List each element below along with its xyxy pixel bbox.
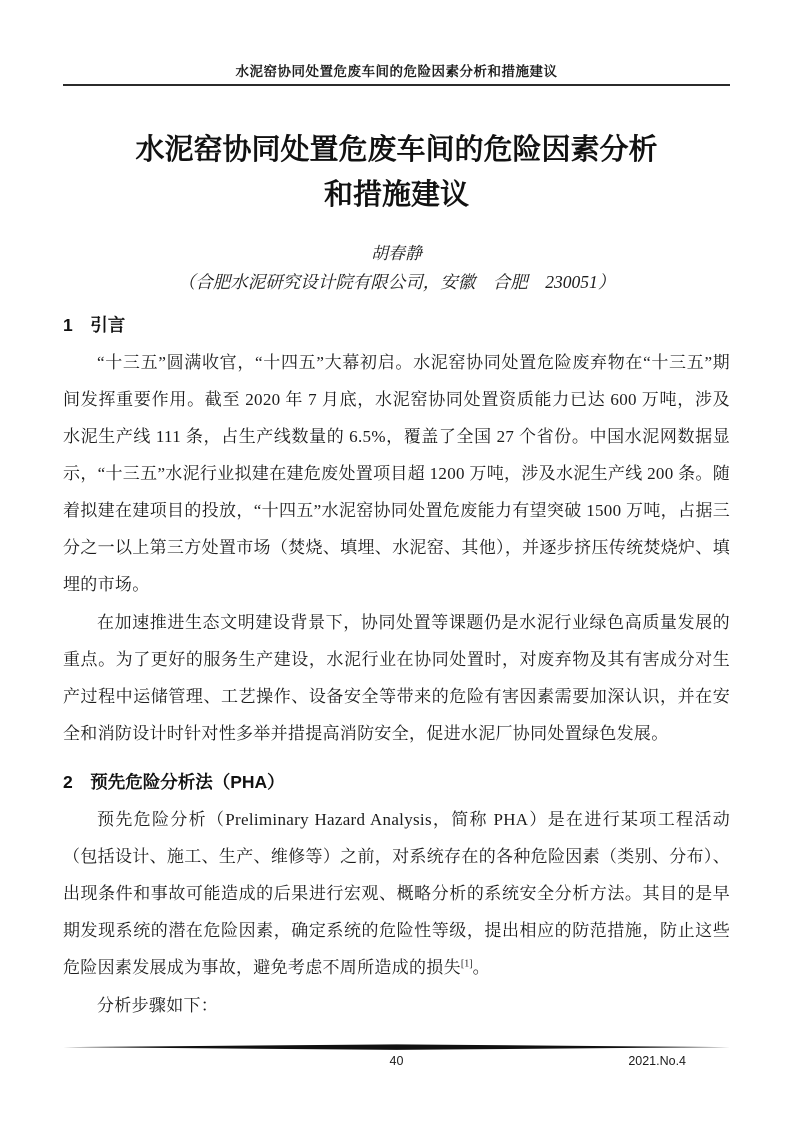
article-title-line-1: 水泥窑协同处置危废车间的危险因素分析 [135, 134, 658, 166]
page-footer [63, 1044, 730, 1070]
footer-row [63, 1052, 730, 1070]
header-rule [63, 84, 730, 86]
intro-paragraph-1: “十三五”圆满收官，“十四五”大幕初启。水泥窑协同处置危险废弃物在“十三五”期间发挥重要作用。截至 2020 年 7 月底，水泥窑协同处置资质能力已达 600 万吨，涉及水泥生产线 111 条，占生产线数量的 6.5%，覆盖了全国 27 个省份。中国水泥网数据显示，“十三五”水泥行业拟建在建危废处置项目超 1200 万吨，涉及水泥生产线 200 条。随着拟建在建项目的投放，“十四五”水泥窑协同处置危废能力有望突破 1500 万吨，占据三分之一以上第三方处置市场（焚烧、填埋、水泥窑、其他），并逐步挤压传统焚烧炉、填埋的市场。 [63, 353, 730, 594]
running-title: 水泥窑协同处置危废车间的危险因素分析和措施建议 [235, 64, 558, 79]
section-heading-pha: 2 预先危险分析法（PHA） [63, 772, 285, 792]
author-affiliation: （合肥水泥研究设计院有限公司，安徽 合肥 230051） [177, 272, 616, 292]
intro-paragraph-2: 在加速推进生态文明建设背景下，协同处置等课题仍是水泥行业绿色高质量发展的重点。为了更好的服务生产建设，水泥行业在协同处置时，对废弃物及其有害成分对生产过程中运储管理、工艺操作、设备安全等带来的危险有害因素需要加深认识，并在安全和消防设计时针对性多举并措提高消防安全，促进水泥厂协同处置绿色发展。 [63, 613, 730, 743]
citation-ref-1: [1] [460, 958, 473, 970]
article-title-line-2: 和措施建议 [323, 179, 469, 211]
page-number: 40 [389, 1054, 404, 1068]
pha-paragraph-1 [63, 801, 730, 986]
running-header [63, 0, 730, 86]
pha-paragraph-1-period: 。 [472, 958, 490, 977]
author-name: 胡春静 [371, 244, 422, 263]
pha-paragraph-2: 分析步骤如下： [97, 996, 219, 1015]
section-heading-intro: 1 引言 [63, 315, 126, 335]
pha-paragraph-1-text: 预先危险分析（Preliminary Hazard Analysis，简称 PHA）是在进行某项工程活动（包括设计、施工、生产、维修等）之前，对系统存在的各种危险因素（类别、分布）、出现条件和事故可能造成的后果进行宏观、概略分析的系统安全分析方法。其目的是早期发现系统的潜在危险因素，确定系统的危险性等级，提出相应的防范措施，防止这些危险因素发展成为事故，避免考虑不周所造成的损失 [63, 810, 730, 977]
footer-rule [63, 1044, 730, 1051]
article-title [63, 128, 730, 218]
issue-number: 2021.No.4 [628, 1054, 686, 1068]
